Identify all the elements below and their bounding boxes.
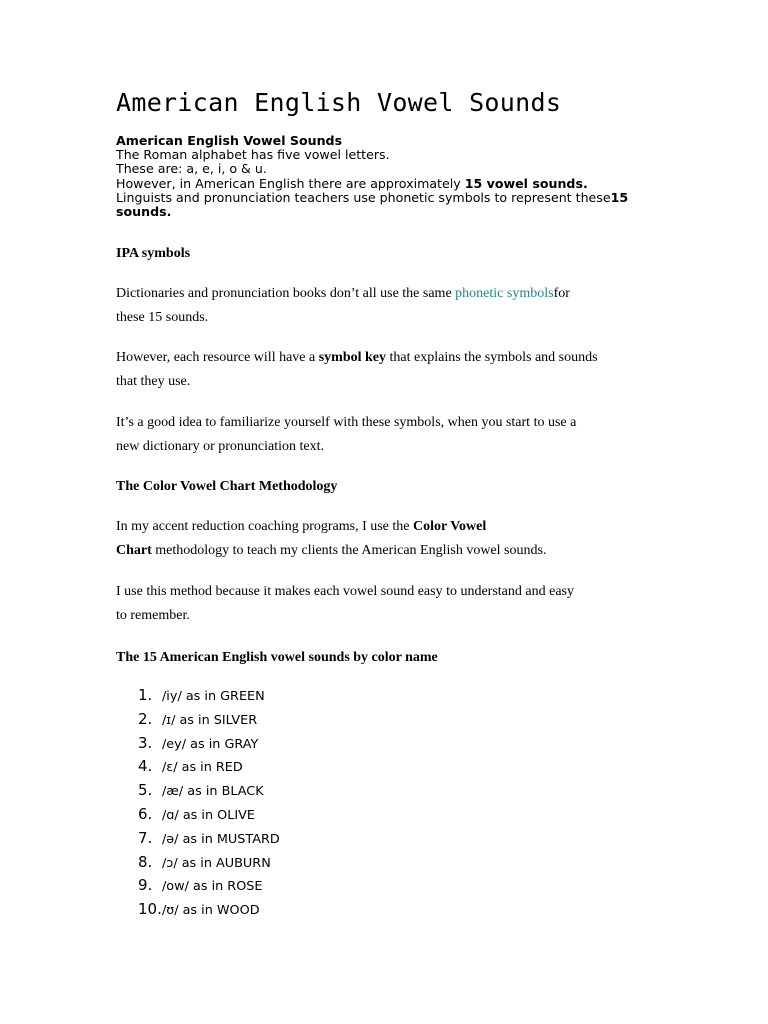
phonetic-symbols-link[interactable]: phonetic symbols [455, 286, 554, 301]
paragraph-line: these 15 sounds. [116, 310, 209, 325]
vowel-list-item [138, 829, 280, 853]
vowel-list-item [138, 876, 280, 900]
vowel-list-item [138, 781, 280, 805]
vowel-number: 2. [138, 709, 153, 728]
paragraph-line: new dictionary or pronunciation text. [116, 439, 324, 454]
vowel-list-item [138, 710, 280, 734]
paragraph-line: It’s a good idea to familiarize yourself with these symbols, when you start to use a [116, 415, 577, 430]
vowel-text: /ʊ/ as in WOOD [162, 903, 260, 919]
vowel-number: 3. [138, 733, 153, 752]
paragraph-text: methodology to teach my clients the American English vowel sounds. [151, 543, 547, 558]
intro-block [116, 134, 676, 219]
paragraph-bold-text: symbol key [318, 350, 387, 365]
vowel-text: /æ/ as in BLACK [162, 784, 264, 800]
paragraph-familiarize [116, 411, 676, 459]
vowel-text: /ə/ as in MUSTARD [162, 831, 280, 847]
section-heading-vowel-list: The 15 American English vowel sounds by color name [116, 650, 438, 665]
paragraph-text: Dictionaries and pronunciation books don’t all use the same [116, 286, 456, 301]
vowel-number: 7. [138, 828, 153, 847]
vowel-number: 9. [138, 876, 153, 895]
intro-text: Linguists and pronunciation teachers use phonetic symbols to represent these [116, 189, 611, 205]
intro-line: sounds. [116, 204, 172, 220]
vowel-list-item [138, 686, 280, 710]
paragraph-coaching [116, 515, 676, 563]
vowel-list [138, 686, 280, 924]
paragraph-line: to remember. [116, 608, 190, 623]
paragraph-line: that they use. [116, 374, 191, 389]
vowel-text: /ɛ/ as in RED [162, 760, 243, 776]
paragraph-line [116, 346, 676, 370]
vowel-text: /ɪ/ as in SILVER [162, 712, 258, 728]
paragraph-line [116, 515, 676, 539]
vowel-text: /ɑ/ as in OLIVE [162, 807, 255, 823]
intro-line: The Roman alphabet has five vowel letters. [116, 147, 390, 163]
paragraph-symbol-key [116, 346, 676, 394]
paragraph-line: I use this method because it makes each vowel sound easy to understand and easy [116, 584, 574, 599]
vowel-number: 6. [138, 804, 153, 823]
paragraph-text: In my accent reduction coaching programs, I use the [116, 519, 414, 534]
paragraph-line [116, 282, 676, 306]
paragraph-bold-text: Chart [116, 543, 152, 558]
vowel-text: /ɔ/ as in AUBURN [162, 855, 271, 871]
vowel-list-item [138, 734, 280, 758]
vowel-list-item [138, 900, 280, 924]
paragraph-text: for [553, 286, 570, 301]
vowel-text: /ey/ as in GRAY [162, 736, 259, 752]
paragraph-dictionaries [116, 282, 676, 330]
intro-line: These are: a, e, i, o & u. [116, 161, 267, 177]
intro-bold-text: 15 [610, 189, 629, 205]
intro-line [116, 191, 676, 205]
paragraph-line [116, 539, 676, 563]
intro-bold-text: 15 vowel sounds. [464, 175, 588, 191]
intro-heading: American English Vowel Sounds [116, 133, 343, 148]
vowel-number: 8. [138, 852, 153, 871]
intro-text: However, in American English there are approximately [116, 175, 465, 191]
vowel-number: 1. [138, 686, 153, 704]
vowel-text: /iy/ as in GREEN [162, 689, 265, 704]
vowel-number: 10. [138, 900, 162, 919]
vowel-number: 5. [138, 781, 153, 800]
document-title: American English Vowel Sounds [116, 88, 562, 117]
paragraph-bold-text: Color Vowel [413, 519, 487, 534]
vowel-list-item [138, 853, 280, 877]
intro-line [116, 177, 676, 191]
vowel-number: 4. [138, 757, 153, 776]
paragraph-method [116, 580, 676, 628]
paragraph-text: However, each resource will have a [116, 350, 319, 365]
section-heading-color-vowel: The Color Vowel Chart Methodology [116, 479, 338, 494]
section-heading-ipa: IPA symbols [116, 246, 191, 261]
vowel-list-item [138, 805, 280, 829]
paragraph-text: that explains the symbols and sounds [386, 350, 598, 365]
vowel-text: /ow/ as in ROSE [162, 879, 263, 895]
vowel-list-item [138, 757, 280, 781]
